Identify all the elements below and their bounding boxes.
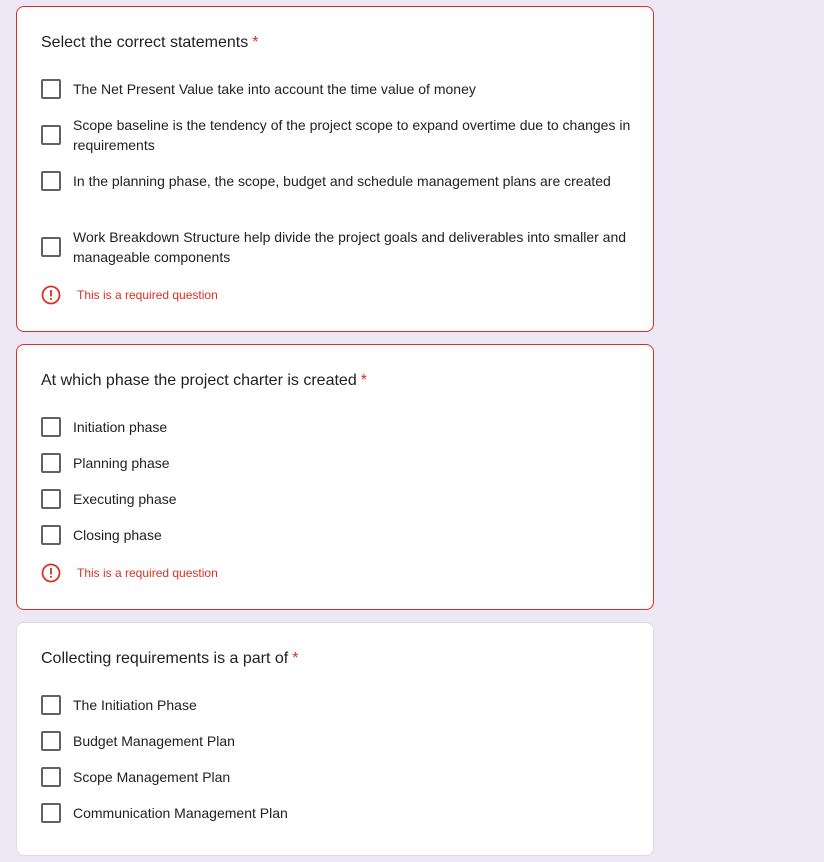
- option-label: Planning phase: [73, 455, 170, 471]
- checkbox[interactable]: [41, 731, 61, 751]
- checkbox-option[interactable]: [41, 767, 633, 787]
- option-label: Budget Management Plan: [73, 733, 235, 749]
- question-title-text: Collecting requirements is a part of: [41, 650, 289, 667]
- required-star: *: [252, 34, 259, 51]
- error-message: This is a required question: [77, 288, 218, 302]
- option-label: Communication Management Plan: [73, 805, 288, 821]
- question-title-text: Select the correct statements: [41, 34, 249, 51]
- checkbox[interactable]: [41, 525, 61, 545]
- option-label: Closing phase: [73, 527, 162, 543]
- exclamation-circle-icon: [41, 563, 61, 583]
- option-label: The Net Present Value take into account the time value of money: [73, 81, 476, 97]
- checkbox-option[interactable]: [41, 803, 633, 823]
- checkbox-option[interactable]: [41, 227, 633, 267]
- question-title-text: At which phase the project charter is created: [41, 372, 357, 389]
- checkbox[interactable]: [41, 125, 61, 145]
- checkbox[interactable]: [41, 79, 61, 99]
- checkbox[interactable]: [41, 767, 61, 787]
- checkbox[interactable]: [41, 453, 61, 473]
- question-card-project-charter-phase: [16, 344, 654, 610]
- question-title: [41, 31, 258, 55]
- option-label: Scope baseline is the tendency of the project scope to expand overtime due to changes in requirements: [73, 117, 631, 153]
- checkbox-option[interactable]: [41, 695, 633, 715]
- required-error: [41, 285, 218, 305]
- checkbox-option[interactable]: [41, 79, 633, 99]
- option-label: In the planning phase, the scope, budget and schedule management plans are created: [73, 173, 611, 189]
- option-label: Executing phase: [73, 491, 177, 507]
- checkbox-option[interactable]: [41, 525, 633, 545]
- checkbox[interactable]: [41, 489, 61, 509]
- required-star: *: [292, 650, 299, 667]
- checkbox-option[interactable]: [41, 489, 633, 509]
- checkbox-option[interactable]: [41, 731, 633, 751]
- checkbox-option[interactable]: [41, 453, 633, 473]
- question-card-collecting-requirements: [16, 622, 654, 856]
- question-title: [41, 647, 298, 671]
- exclamation-circle-icon: [41, 285, 61, 305]
- option-label: The Initiation Phase: [73, 697, 197, 713]
- question-title: [41, 369, 367, 393]
- option-label: Scope Management Plan: [73, 769, 231, 785]
- error-message: This is a required question: [77, 566, 218, 580]
- option-label: Initiation phase: [73, 419, 168, 435]
- question-card-select-correct-statements: [16, 6, 654, 332]
- checkbox[interactable]: [41, 417, 61, 437]
- checkbox-option[interactable]: [41, 115, 633, 155]
- checkbox-option[interactable]: [41, 171, 633, 191]
- checkbox[interactable]: [41, 803, 61, 823]
- option-label: Work Breakdown Structure help divide the project goals and deliverables into smaller and manageable components: [73, 229, 627, 265]
- required-error: [41, 563, 218, 583]
- checkbox-option[interactable]: [41, 417, 633, 437]
- checkbox[interactable]: [41, 237, 61, 257]
- checkbox[interactable]: [41, 171, 61, 191]
- required-star: *: [360, 372, 367, 389]
- checkbox[interactable]: [41, 695, 61, 715]
